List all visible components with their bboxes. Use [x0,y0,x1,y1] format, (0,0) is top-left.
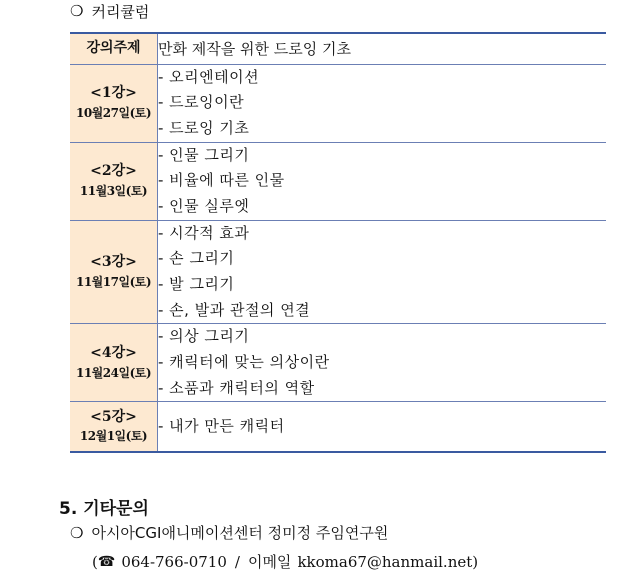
topic-item: - 오리엔테이션 [158,67,260,86]
contact-line [70,522,388,543]
topic-item: - 인물 실루엣 [158,196,250,215]
paren-open: ( [92,552,98,571]
lecture-number: <4강> [90,345,137,362]
lecture-row [70,142,606,220]
lecture-row [70,220,606,324]
topic-item: - 손 그리기 [158,249,235,268]
lecture-date: 11월24일(토) [75,365,152,380]
section-heading-inquiry: 5. 기타문의 [59,499,149,519]
circle-bullet-icon: ❍ [70,2,84,20]
lecture-number: <2강> [90,163,137,180]
contact-detail [92,551,478,572]
separator: / [234,552,240,571]
lecture-row [70,402,606,452]
header-value: 만화 제작을 위한 드로잉 기초 [158,33,607,64]
lecture-date: 11월17일(토) [75,274,152,289]
lecture-date: 11월3일(토) [79,183,148,198]
topic-item: - 드로잉 기초 [158,118,250,137]
topic-item: - 인물 그리기 [158,145,250,164]
lecture-number: <1강> [90,85,137,102]
lecture-topics-cell [158,220,607,324]
topic-item: - 비율에 따른 인물 [158,171,285,190]
topic-item: - 발 그리기 [158,275,235,293]
lecture-topics-cell [158,142,607,220]
topic-item: - 드로잉이란 [158,93,245,112]
lecture-number: <3강> [90,254,137,271]
lecture-label-cell [70,324,158,402]
lecture-topics-cell [158,402,607,452]
curriculum-title: 커리큘럼 [91,2,150,21]
email-label: 이메일 [247,553,292,571]
topic-item: - 의상 그리기 [158,327,250,346]
lecture-topics-cell [158,64,607,142]
topic-item: - 소품과 캐릭터의 역할 [158,378,315,397]
curriculum-table [70,32,606,453]
lecture-label-cell [70,402,158,452]
lecture-topics-cell [158,324,607,402]
phone-number: 064-766-0710 [121,552,227,571]
lecture-row [70,324,606,402]
lecture-date: 12월1일(토) [79,429,148,444]
lecture-date: 10월27일(토) [75,105,152,120]
lecture-label-cell [70,220,158,324]
topic-item: - 캐릭터에 맞는 의상이란 [158,353,330,372]
lecture-rows [70,64,606,452]
topic-item: - 손, 발과 관절의 연결 [158,300,311,319]
lecture-row [70,64,606,142]
header-label: 강의주제 [70,33,158,64]
table-header-row [70,33,606,64]
phone-icon: ☎ [97,553,116,570]
curriculum-heading [70,0,149,22]
lecture-label-cell [70,64,158,142]
circle-bullet-icon: ❍ [70,523,84,542]
paren-close: ) [472,552,479,571]
email-address[interactable]: kkoma67@hanmail.net [297,552,473,571]
contact-name: 아시아CGI애니메이션센터 정미정 주임연구원 [91,524,389,542]
topic-item: - 시각적 효과 [158,223,250,242]
lecture-label-cell [70,142,158,220]
topic-item: - 내가 만든 캐릭터 [158,416,285,435]
lecture-number: <5강> [90,408,137,425]
